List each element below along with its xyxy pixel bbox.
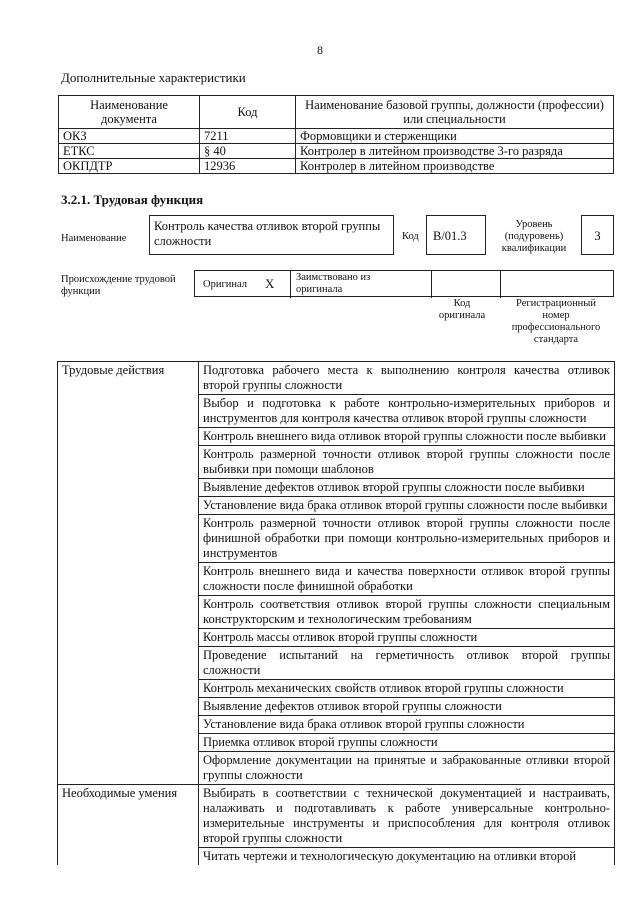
table-row: [58, 698, 615, 716]
table-row: [58, 497, 615, 515]
action-item: Установление вида брака отливок второй группы сложности после выбивки: [199, 497, 615, 515]
action-item: Приемка отливок второй группы сложности: [199, 734, 615, 752]
divider: [290, 271, 291, 298]
table-row: [58, 734, 615, 752]
table-row: [58, 515, 615, 563]
header-group-name: Наименование базовой группы, должности (профессии) или специальности: [296, 96, 614, 129]
action-item: Установление вида брака отливок второй группы сложности: [199, 716, 615, 734]
cell-group: Контролер в литейном производстве 3-го разряда: [296, 144, 614, 159]
action-item: Подготовка рабочего места к выполнению контроля качества отливок второй группы сложности: [199, 362, 615, 395]
skill-item: Выбирать в соответствии с технической документацией и настраивать, налаживать и подготавливать к работе универсальные контрольно-измерительные инструменты и приспособления для контроля отливок второй группы сложности: [199, 785, 615, 848]
action-item: Контроль массы отливок второй группы сложности: [199, 629, 615, 647]
cell-doc: ОКПДТР: [59, 159, 200, 174]
action-item: Оформление документации на принятые и забракованные отливки второй группы сложности: [199, 752, 615, 785]
name-label: Наименование: [61, 233, 127, 244]
cell-doc: ОКЗ: [59, 129, 200, 144]
table-row: [58, 563, 615, 596]
action-item: Выявление дефектов отливок второй группы сложности после выбивки: [199, 479, 615, 497]
function-name-box: [149, 215, 394, 255]
header-doc-name: Наименование документа: [59, 96, 200, 129]
table-row: [58, 428, 615, 446]
header-code: Код: [200, 96, 296, 129]
cell-code: 12936: [200, 159, 296, 174]
cell-code: 7211: [200, 129, 296, 144]
origin-box: [194, 270, 614, 297]
table-row: [58, 395, 615, 428]
actions-label: Трудовые действия: [58, 362, 199, 395]
section-title: 3.2.1. Трудовая функция: [61, 192, 204, 207]
cell-doc: ЕТКС: [59, 144, 200, 159]
action-item: Контроль размерной точности отливок второй группы сложности после финишной обработки при помощи контрольно-измерительных приборов и инструментов: [199, 515, 615, 563]
divider: [431, 271, 432, 298]
action-item: Контроль внешнего вида отливок второй группы сложности после выбивки: [199, 428, 615, 446]
additional-title: Дополнительные характеристики: [61, 70, 246, 85]
code-label: Код: [402, 231, 419, 242]
table-row: [58, 479, 615, 497]
table-row: [58, 596, 615, 629]
table-row: [58, 629, 615, 647]
table-row: [58, 716, 615, 734]
divider: [500, 271, 501, 298]
additional-table: [58, 95, 614, 174]
table-row: [58, 752, 615, 785]
cell-group: Контролер в литейном производстве: [296, 159, 614, 174]
action-item: Выявление дефектов отливок второй группы сложности: [199, 698, 615, 716]
code-box: [426, 215, 486, 255]
table-row: [58, 362, 615, 395]
action-item: Контроль механических свойств отливок второй группы сложности: [199, 680, 615, 698]
details-table: [57, 361, 615, 865]
cell-group: Формовщики и стерженщики: [296, 129, 614, 144]
table-row: [58, 446, 615, 479]
level-box: [581, 215, 614, 255]
table-row: [58, 848, 615, 866]
action-item: Контроль размерной точности отливок второй группы сложности после выбивки при помощи шаблонов: [199, 446, 615, 479]
table-row: [59, 129, 614, 144]
function-name-value: Контроль качества отливок второй группы сложности: [154, 219, 381, 248]
skills-label: Необходимые умения: [58, 785, 199, 848]
original-mark: X: [265, 276, 275, 291]
code-original-label: Код оригинала: [438, 298, 486, 321]
level-label: Уровень (подуровень) квалификации: [501, 219, 567, 254]
action-item: Контроль соответствия отливок второй группы сложности специальным конструкторским и технологическим требованиям: [199, 596, 615, 629]
table-row: [59, 144, 614, 159]
code-value: B/01.3: [433, 229, 467, 243]
action-item: Выбор и подготовка к работе контрольно-измерительных приборов и инструментов для контроля качества отливок второй группы сложности: [199, 395, 615, 428]
table-row: [59, 159, 614, 174]
level-value: 3: [594, 229, 601, 243]
reg-number-label: Регистрационный номер профессионального стандарта: [511, 298, 601, 345]
action-item: Проведение испытаний на герметичность отливок второй группы сложности: [199, 647, 615, 680]
skill-item: Читать чертежи и технологическую документацию на отливки второй: [199, 848, 615, 866]
table-row: [58, 647, 615, 680]
original-label: Оригинал: [203, 279, 247, 290]
action-item: Контроль внешнего вида и качества поверхности отливок второй группы сложности после финишной обработки: [199, 563, 615, 596]
cell-code: § 40: [200, 144, 296, 159]
borrowed-label: Заимствовано из оригинала: [296, 272, 371, 295]
table-row: [58, 680, 615, 698]
table-row: [58, 785, 615, 848]
origin-label: Происхождение трудовой функции: [61, 274, 176, 297]
page-number: 8: [317, 43, 323, 57]
